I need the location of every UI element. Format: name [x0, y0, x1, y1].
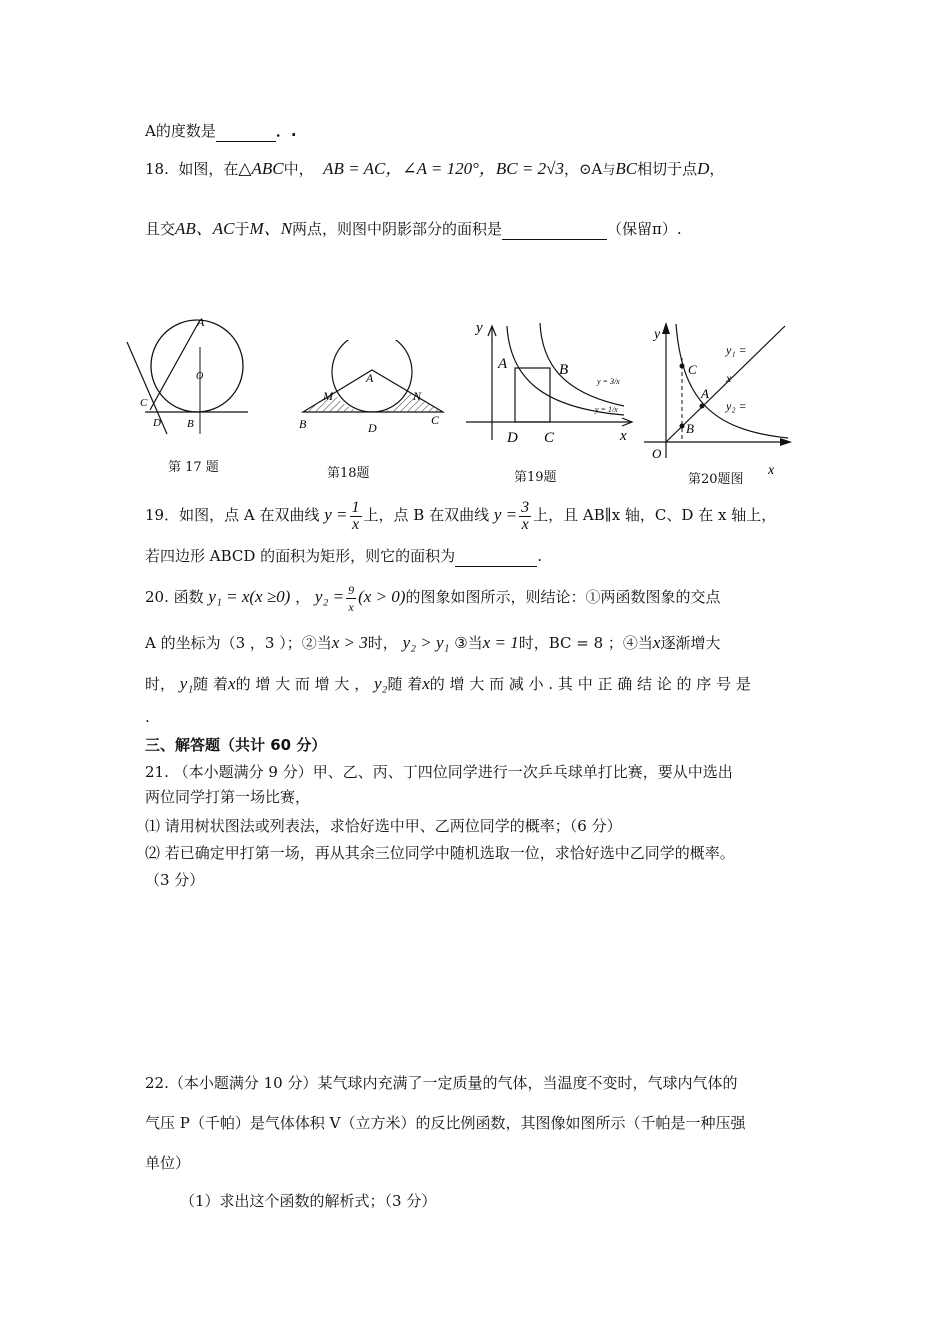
- fig19-label-a: A: [498, 356, 508, 372]
- fig17-label-o: O: [196, 371, 204, 382]
- fig20-label-b: B: [686, 421, 694, 436]
- q22-line1: 22.（本小题满分 10 分）某气球内充满了一定质量的气体，当温度不变时，气球内气体的: [145, 1074, 738, 1092]
- fig17-label-a: A: [197, 315, 205, 329]
- fig20-label-y1: y₁ =: [726, 343, 747, 357]
- fig18-label-a: A: [366, 371, 374, 385]
- caption-19: 第19题: [514, 470, 557, 485]
- q22-line4: （1）求出这个函数的解析式；（3 分）: [180, 1192, 437, 1210]
- figure-19: [462, 318, 642, 448]
- fig20-label-o: O: [652, 446, 662, 461]
- fig19-label-d: D: [507, 430, 518, 446]
- q21-line3: ⑴ 请用树状图法或列表法，求恰好选中甲、乙两位同学的概率；（6 分）: [145, 817, 622, 835]
- fig20-label-c: C: [688, 362, 697, 377]
- q20-line4: .: [145, 708, 150, 726]
- q18-line2: 且交AB、AC于M、N两点，则图中阴影部分的面积是 （保留π）.: [145, 219, 682, 238]
- q18-line1: 18. 如图，在△ABC中， AB = AC，∠A = 120°，BC = 2√3，⊙A与BC相切于点D，: [145, 159, 725, 178]
- answer-blank-19[interactable]: [455, 550, 537, 567]
- fig19-label-c: C: [544, 430, 555, 446]
- fig18-label-d: D: [368, 421, 377, 435]
- fig18-label-c: C: [431, 413, 440, 427]
- fig20-label-y2: y₂ =: [726, 399, 747, 413]
- q20-line2: A 的坐标为（3 ，3 ）；②当x > 3时， y₂ > y₁ ③当x = 1时，BC = 8 ；④当x逐渐增大: [145, 633, 721, 652]
- q21-line1: 21. （本小题满分 9 分）甲、乙、丙、丁四位同学进行一次乒乓球单打比赛，要从中选出: [145, 763, 733, 781]
- fig20-label-x: x: [768, 463, 775, 478]
- fig19-curve-3x: y = 3/x: [597, 377, 620, 386]
- q21-line5: （3 分）: [145, 871, 205, 889]
- q21-line2: 两位同学打第一场比赛，: [145, 788, 311, 806]
- q19-line2: 若四边形 ABCD 的面积为矩形，则它的面积为 .: [145, 547, 542, 565]
- fig19-label-b: B: [559, 362, 569, 378]
- fig18-label-m: M: [323, 389, 333, 403]
- fig19-curve-1x: y = 1/x: [595, 405, 618, 414]
- q20-line3: 时， y₁随 着x的 增 大 而 增 大 ， y₂随 着x的 增 大 而 减 小 . 其 中 正 确 结 论 的 序 号 是: [145, 674, 751, 693]
- caption-20: 第20题图: [688, 472, 744, 487]
- figure-20: [640, 318, 800, 478]
- fraction-1-over-x: $\frac{1}{x}$: [351, 498, 360, 533]
- q22-line3: 单位）: [145, 1154, 191, 1172]
- fig18-label-n: N: [413, 389, 422, 403]
- q21-line4: ⑵ 若已确定甲打第一场，再从其余三位同学中随机选取一位，求恰好选中乙同学的概率。: [145, 844, 735, 862]
- fig18-label-b: B: [299, 417, 307, 431]
- fig19-label-y: y: [476, 320, 483, 336]
- fig20-label-a: A: [701, 386, 709, 401]
- q17-tail-line: A的度数是 ．.: [145, 122, 297, 140]
- fig20-label-x-mid: x: [726, 371, 732, 385]
- q19-line1: 19．如图，点 A 在双曲线 y = $\frac{1}{x}$ 上，点 B 在双曲线 y = $\frac{3}{x}$ 上，且 AB∥x 轴，C、D 在 x 轴上，: [145, 498, 777, 533]
- figure-17: [125, 312, 255, 437]
- q20-line1: 20. 函数 y₁ = x(x ≥0) ， y₂ = $\frac{9}{x}$ (x > 0)的图象如图所示，则结论：①两函数图象的交点: [145, 582, 721, 614]
- fig17-label-b: B: [187, 418, 194, 430]
- fig19-label-x: x: [620, 428, 627, 444]
- answer-blank-17[interactable]: [216, 125, 276, 142]
- figure-18: [295, 340, 450, 440]
- section-3-heading: 三、解答题（共计 60 分）: [145, 736, 327, 754]
- fig17-label-c: C: [140, 397, 148, 409]
- fig20-label-y: y: [654, 327, 661, 342]
- fraction-9-over-x: $\frac{9}{x}$: [348, 582, 355, 614]
- caption-18: 第18题: [327, 466, 370, 481]
- answer-blank-18[interactable]: [502, 223, 607, 240]
- fraction-3-over-x: $\frac{3}{x}$: [521, 498, 530, 533]
- q22-line2: 气压 P（千帕）是气体体积 V（立方米）的反比例函数，其图像如图所示（千帕是一种压强: [145, 1114, 746, 1132]
- caption-17: 第 17 题: [168, 460, 219, 475]
- fig17-label-d: D: [153, 417, 161, 429]
